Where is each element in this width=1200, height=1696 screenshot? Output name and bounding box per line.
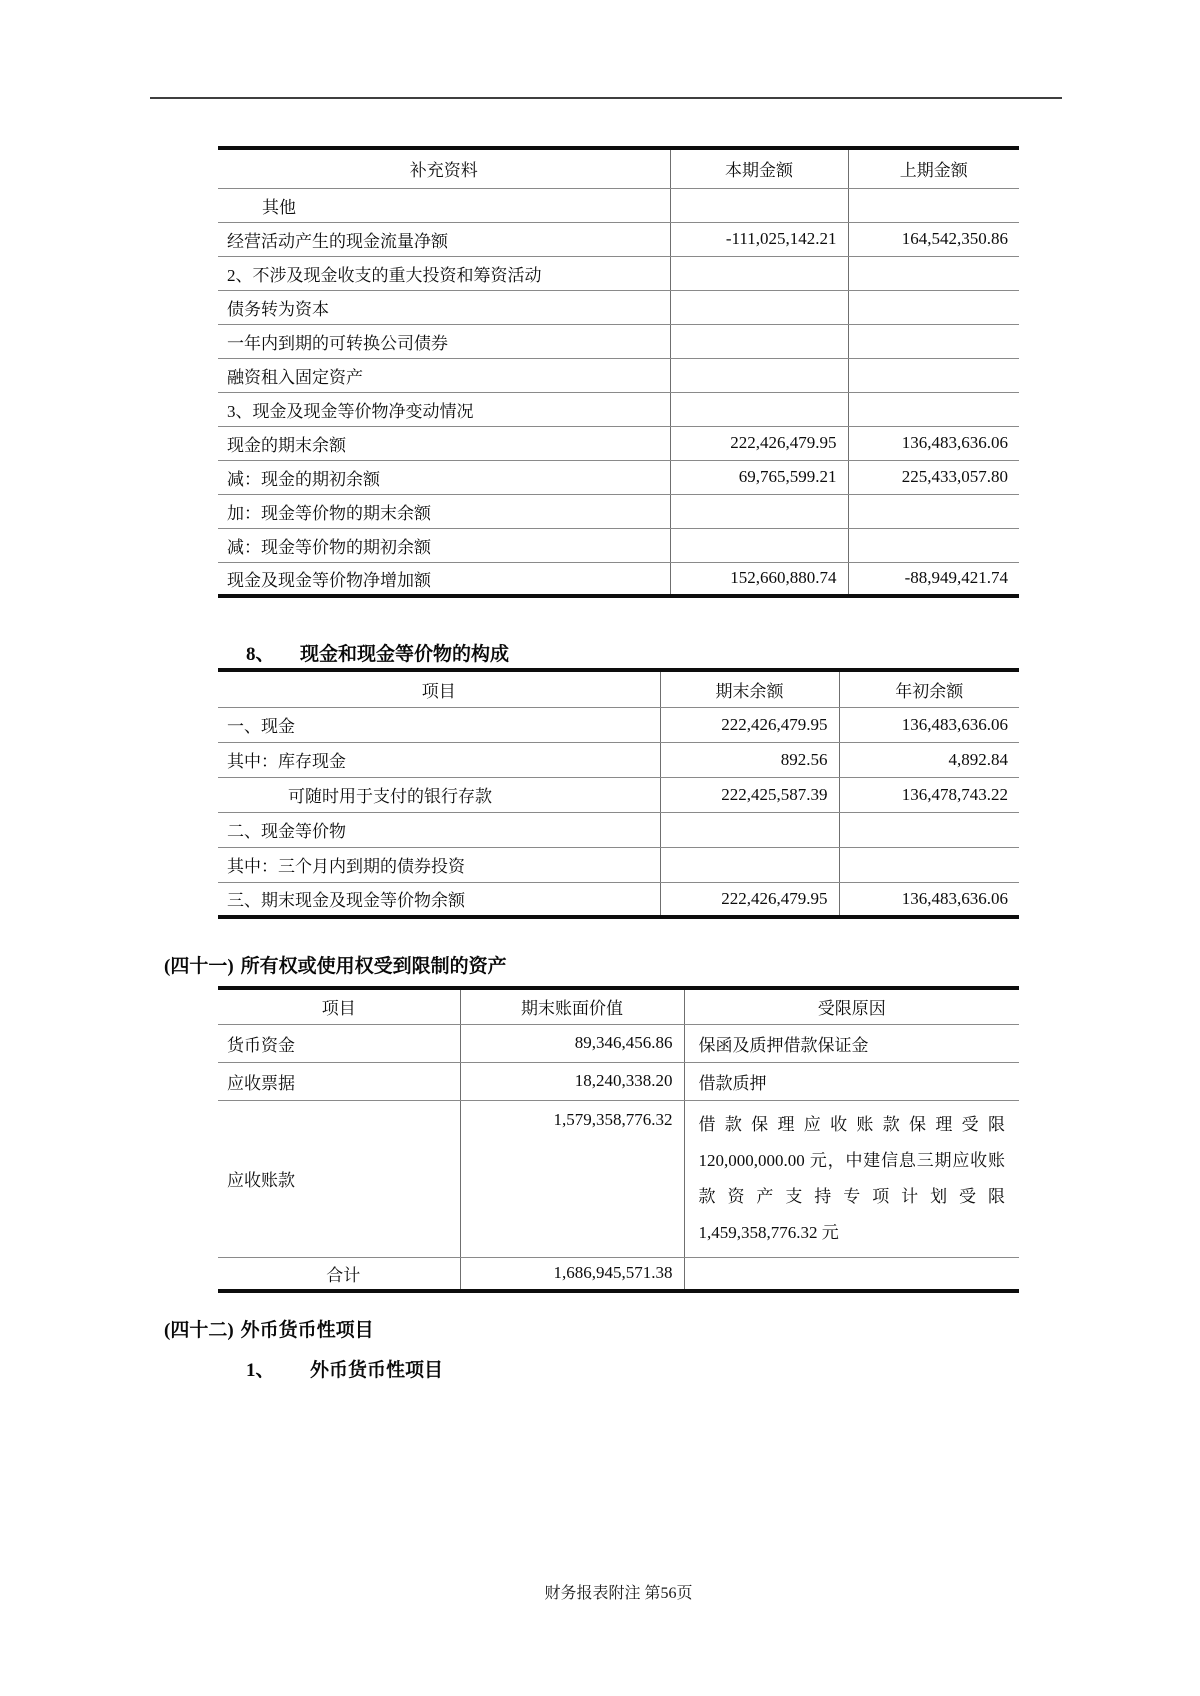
row-ending-balance: 222,426,479.95 (660, 707, 839, 742)
row-current-amount: 69,765,599.21 (670, 460, 848, 494)
row-label: 货币资金 (218, 1024, 460, 1062)
table-header-row (218, 148, 1019, 188)
row-ending-balance: 222,426,479.95 (660, 882, 839, 917)
row-ending-book-value: 89,346,456.86 (460, 1024, 684, 1062)
table-row (218, 707, 1019, 742)
row-prior-amount (848, 324, 1019, 358)
row-label: 减：现金等价物的期初余额 (218, 528, 670, 562)
row-current-amount (670, 494, 848, 528)
page-header-rule (150, 97, 1062, 99)
section-42-heading (164, 1315, 374, 1342)
row-label: 其中：库存现金 (218, 742, 660, 777)
row-ending-book-value: 18,240,338.20 (460, 1062, 684, 1100)
column-header-ending-book-value: 期末账面价值 (460, 988, 684, 1024)
column-header-item: 项目 (218, 988, 460, 1024)
row-prior-amount: 136,483,636.06 (848, 426, 1019, 460)
table-row (218, 494, 1019, 528)
section-8-title: 现金和现金等价物的构成 (300, 644, 510, 665)
row-current-amount: 222,426,479.95 (670, 426, 848, 460)
row-label: 现金的期末余额 (218, 426, 670, 460)
table-row (218, 324, 1019, 358)
table-row (218, 1100, 1019, 1257)
row-prior-amount (848, 256, 1019, 290)
row-label: 应收账款 (218, 1100, 460, 1257)
row-label: 2、不涉及现金收支的重大投资和筹资活动 (218, 256, 670, 290)
row-prior-amount (848, 392, 1019, 426)
table-row (218, 777, 1019, 812)
table-row (218, 358, 1019, 392)
table-row (218, 290, 1019, 324)
row-label: 二、现金等价物 (218, 812, 660, 847)
column-header-current-amount: 本期金额 (670, 148, 848, 188)
row-ending-balance: 222,425,587.39 (660, 777, 839, 812)
table-row (218, 188, 1019, 222)
column-header-prior-amount: 上期金额 (848, 148, 1019, 188)
row-beginning-balance (839, 847, 1019, 882)
table-row (218, 562, 1019, 596)
row-beginning-balance (839, 812, 1019, 847)
row-label: 应收票据 (218, 1062, 460, 1100)
row-ending-balance (660, 812, 839, 847)
table-total-row (218, 1257, 1019, 1291)
row-ending-balance: 892.56 (660, 742, 839, 777)
section-41-title: 所有权或使用权受到限制的资产 (240, 956, 507, 977)
table-header-row (218, 988, 1019, 1024)
section-8-number: 8、 (246, 644, 275, 665)
restricted-assets-table (218, 986, 1019, 1293)
row-prior-amount (848, 358, 1019, 392)
row-current-amount (670, 528, 848, 562)
table-row (218, 528, 1019, 562)
cash-flow-supplement-table (218, 146, 1019, 598)
table-row (218, 426, 1019, 460)
row-restriction-reason: 借款质押 (684, 1062, 1019, 1100)
table-row (218, 222, 1019, 256)
column-header-ending-balance: 期末余额 (660, 670, 839, 707)
table-row (218, 1062, 1019, 1100)
row-label: 三、期末现金及现金等价物余额 (218, 882, 660, 917)
row-beginning-balance: 136,478,743.22 (839, 777, 1019, 812)
row-prior-amount: -88,949,421.74 (848, 562, 1019, 596)
row-label: 加：现金等价物的期末余额 (218, 494, 670, 528)
row-beginning-balance: 136,483,636.06 (839, 707, 1019, 742)
section-42-sub-title: 外币货币性项目 (310, 1360, 444, 1381)
row-restriction-reason: 保函及质押借款保证金 (684, 1024, 1019, 1062)
row-label: 一年内到期的可转换公司债券 (218, 324, 670, 358)
column-header-beginning-balance: 年初余额 (839, 670, 1019, 707)
section-42-title: 外币货币性项目 (240, 1320, 374, 1341)
row-prior-amount: 225,433,057.80 (848, 460, 1019, 494)
table-row (218, 742, 1019, 777)
row-prior-amount (848, 528, 1019, 562)
column-header-item: 项目 (218, 670, 660, 707)
row-current-amount (670, 324, 848, 358)
row-current-amount (670, 290, 848, 324)
row-ending-book-value: 1,579,358,776.32 (460, 1100, 684, 1257)
row-current-amount (670, 358, 848, 392)
row-current-amount: -111,025,142.21 (670, 222, 848, 256)
row-restriction-reason: 借款保理应收账款保理受限 120,000,000.00 元，中建信息三期应收账款资产支持专项计划受限 1,459,358,776.32 元 (684, 1100, 1019, 1257)
row-ending-balance (660, 847, 839, 882)
row-beginning-balance: 4,892.84 (839, 742, 1019, 777)
row-label: 3、现金及现金等价物净变动情况 (218, 392, 670, 426)
section-41-heading (164, 951, 507, 978)
section-42-sub-number: 1、 (246, 1360, 275, 1381)
row-label: 债务转为资本 (218, 290, 670, 324)
section-42-subheading (246, 1355, 443, 1382)
row-prior-amount (848, 188, 1019, 222)
cash-equivalents-composition-table (218, 668, 1019, 919)
row-prior-amount (848, 494, 1019, 528)
row-label: 可随时用于支付的银行存款 (218, 777, 660, 812)
table-row (218, 882, 1019, 917)
table-row (218, 256, 1019, 290)
row-ending-book-value: 1,686,945,571.38 (460, 1257, 684, 1291)
row-current-amount: 152,660,880.74 (670, 562, 848, 596)
column-header-supplement: 补充资料 (218, 148, 670, 188)
row-restriction-reason (684, 1257, 1019, 1291)
row-label: 现金及现金等价物净增加额 (218, 562, 670, 596)
table-row (218, 1024, 1019, 1062)
table-row (218, 812, 1019, 847)
section-8-heading (246, 639, 509, 666)
row-label: 经营活动产生的现金流量净额 (218, 222, 670, 256)
row-label: 一、现金 (218, 707, 660, 742)
row-prior-amount: 164,542,350.86 (848, 222, 1019, 256)
page-footer: 财务报表附注 第56页 (544, 1585, 693, 1602)
row-label: 其他 (218, 188, 670, 222)
section-41-number: (四十一) (164, 956, 234, 977)
table-row (218, 847, 1019, 882)
row-current-amount (670, 256, 848, 290)
row-current-amount (670, 188, 848, 222)
table-row (218, 392, 1019, 426)
row-label: 其中：三个月内到期的债券投资 (218, 847, 660, 882)
table-header-row (218, 670, 1019, 707)
row-label: 融资租入固定资产 (218, 358, 670, 392)
table-row (218, 460, 1019, 494)
row-label: 减：现金的期初余额 (218, 460, 670, 494)
row-beginning-balance: 136,483,636.06 (839, 882, 1019, 917)
row-prior-amount (848, 290, 1019, 324)
section-42-number: (四十二) (164, 1320, 234, 1341)
row-current-amount (670, 392, 848, 426)
row-label: 合计 (218, 1257, 460, 1291)
column-header-restriction-reason: 受限原因 (684, 988, 1019, 1024)
